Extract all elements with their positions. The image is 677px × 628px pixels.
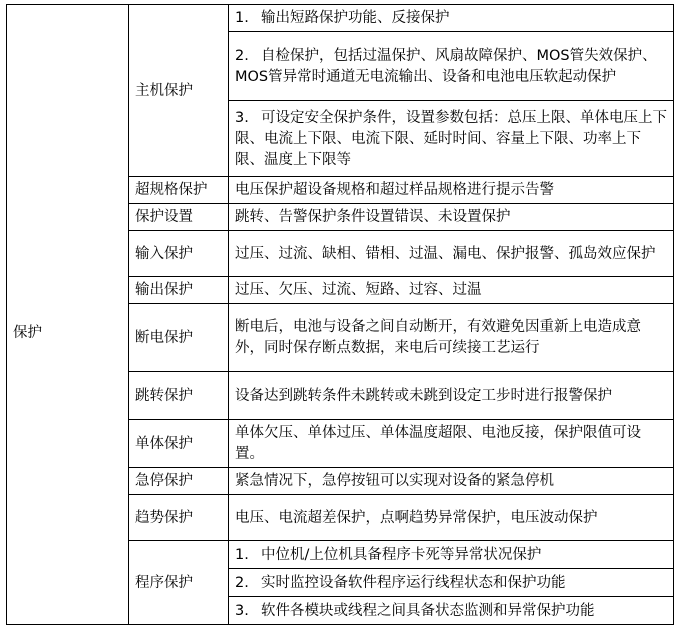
row-name: 保护设置 bbox=[129, 204, 229, 231]
row-name: 跳转保护 bbox=[129, 372, 229, 420]
row-name: 趋势保护 bbox=[129, 495, 229, 541]
row-name: 超规格保护 bbox=[129, 177, 229, 204]
row-name: 输入保护 bbox=[129, 231, 229, 277]
list-item: 2. 自检保护，包括过温保护、风扇故障保护、MOS管失效保护、MOS管异常时通道无电流输出、设备和电池电压软起动保护 bbox=[229, 32, 674, 101]
list-item: 3. 可设定安全保护条件，设置参数包括：总压上限、单体电压上下限、电流上下限、电流下限、延时时间、容量上下限、功率上下限、温度上下限等 bbox=[229, 101, 674, 177]
row-desc: 设备达到跳转条件未跳转或未跳到设定工步时进行报警保护 bbox=[229, 372, 674, 420]
list-item: 1. 中位机/上位机具备程序卡死等异常状况保护 bbox=[229, 541, 674, 569]
row-desc: 跳转、告警保护条件设置错误、未设置保护 bbox=[229, 204, 674, 231]
row-name: 主机保护 bbox=[129, 5, 229, 177]
table-row bbox=[7, 5, 674, 32]
category-cell: 保护 bbox=[7, 5, 129, 625]
row-desc: 过压、欠压、过流、短路、过容、过温 bbox=[229, 277, 674, 304]
row-desc: 电压保护超设备规格和超过样品规格进行提示告警 bbox=[229, 177, 674, 204]
row-desc: 紧急情况下，急停按钮可以实现对设备的紧急停机 bbox=[229, 468, 674, 495]
row-name: 单体保护 bbox=[129, 420, 229, 468]
row-desc: 电压、电流超差保护，点啊趋势异常保护，电压波动保护 bbox=[229, 495, 674, 541]
list-item: 3. 软件各模块或线程之间具备状态监测和异常保护功能 bbox=[229, 597, 674, 625]
row-name: 输出保护 bbox=[129, 277, 229, 304]
row-name: 断电保护 bbox=[129, 304, 229, 372]
list-item: 2. 实时监控设备软件程序运行线程状态和保护功能 bbox=[229, 569, 674, 597]
list-item: 1. 输出短路保护功能、反接保护 bbox=[229, 5, 674, 32]
row-name: 程序保护 bbox=[129, 541, 229, 625]
row-desc: 断电后，电池与设备之间自动断开，有效避免因重新上电造成意外，同时保存断点数据，来电后可续接工艺运行 bbox=[229, 304, 674, 372]
row-desc: 过压、过流、缺相、错相、过温、漏电、保护报警、孤岛效应保护 bbox=[229, 231, 674, 277]
row-name: 急停保护 bbox=[129, 468, 229, 495]
protection-spec-table bbox=[6, 4, 674, 625]
row-desc: 单体欠压、单体过压、单体温度超限、电池反接，保护限值可设置。 bbox=[229, 420, 674, 468]
